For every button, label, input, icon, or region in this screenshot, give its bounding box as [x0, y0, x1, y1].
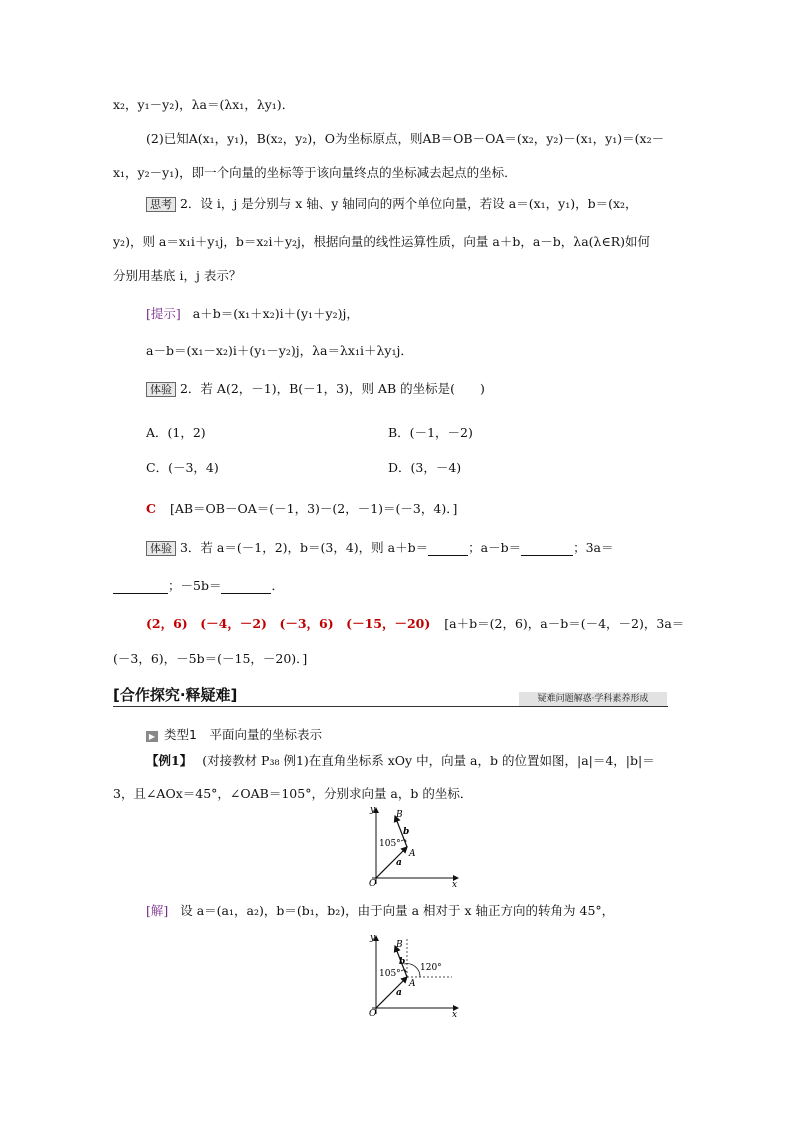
- text-line-2: (2)已知A(x₁，y₁)，B(x₂，y₂)，O为坐标原点，则AB＝OB－OA＝(x₂，y₂)－(x₁，y₁)＝(x₂－: [146, 131, 665, 146]
- answer-3-black: [a＋b＝(2，6)，a－b＝(－4，－2)，3a＝: [444, 616, 685, 631]
- answer-3-red: (2，6) (－4，－2) (－3，6) (－15，－20): [146, 616, 431, 631]
- label-angle: 105°: [379, 969, 401, 979]
- label-vec-a: a: [396, 988, 402, 998]
- example-tag: 【例1】: [146, 753, 193, 768]
- text-line-1: x₂，y₁－y₂)，λa＝(λx₁，λy₁)．: [113, 97, 295, 112]
- answer-2-letter: C: [146, 501, 156, 516]
- label-a: A: [409, 849, 416, 859]
- exp3-q2b: ．: [271, 578, 284, 593]
- think-text-1: 2．设 i，j 是分别与 x 轴、y 轴同向的两个单位向量，若设 a＝(x₁，y₁)，b＝(x₂，: [179, 196, 638, 211]
- example-line-1: [146, 753, 655, 769]
- solution-text: 设 a＝(a₁，a₂)，b＝(b₁，b₂)，由于向量 a 相对于 x 轴正方向的转角为 45°，: [180, 903, 615, 918]
- label-angle: 105°: [379, 839, 401, 849]
- example-text-1: (对接教材 P₃₈ 例1)在直角坐标系 xOy 中，向量 a，b 的位置如图，|a|＝4，|b|＝: [202, 753, 655, 768]
- label-vec-b: b: [403, 827, 410, 837]
- play-icon: ▶: [146, 731, 158, 742]
- hint-tag: [提示]: [146, 306, 181, 321]
- label-b: B: [396, 940, 403, 950]
- section-banner: 疑难问题解惑·学科素养形成: [519, 692, 667, 706]
- label-a: A: [409, 979, 416, 989]
- label-y: y: [370, 933, 376, 943]
- type-1-label: 类型1 平面向量的坐标表示: [164, 727, 322, 742]
- section-title: [合作探究·释疑难]: [113, 686, 238, 704]
- label-angle-120: 120°: [420, 963, 442, 973]
- label-x: x: [452, 1010, 458, 1018]
- option-d: D．(3，－4): [388, 460, 462, 475]
- solution-line: [146, 903, 614, 919]
- solution-tag: [解]: [146, 903, 169, 918]
- answer-2-line: [146, 501, 457, 517]
- option-b: B．(－1，－2): [388, 425, 473, 440]
- vector-figure-2: [362, 930, 462, 1018]
- label-y: y: [370, 805, 376, 815]
- answer-3-line-1: [146, 616, 684, 632]
- exp2-line: [146, 381, 485, 397]
- exp-tag-2: 体验: [146, 382, 176, 397]
- blank-2[interactable]: [521, 541, 573, 556]
- think-line-3: 分别用基底 i，j 表示？: [113, 268, 242, 283]
- section-divider: [113, 706, 668, 707]
- label-vec-b: b: [399, 957, 406, 967]
- hint-line-1: [146, 306, 359, 322]
- exp3-q1b: ；a－b＝: [468, 540, 522, 555]
- option-c: C．(－3，4): [146, 460, 219, 475]
- exp2-question: 2．若 A(2，－1)，B(－1，3)，则 AB 的坐标是( ): [179, 381, 485, 396]
- answer-3-line-2: (－3，6)，－5b＝(－15，－20)．]: [113, 651, 308, 666]
- label-o: O: [369, 1009, 377, 1018]
- think-tag: 思考: [146, 197, 176, 212]
- example-line-2: 3，且∠AOx＝45°，∠OAB＝105°，分别求向量 a，b 的坐标．: [113, 786, 473, 801]
- blank-1[interactable]: [428, 541, 468, 556]
- text-line-3: x₁，y₂－y₁)，即一个向量的坐标等于该向量终点的坐标减去起点的坐标．: [113, 165, 517, 180]
- blank-3[interactable]: [113, 579, 168, 594]
- label-o: O: [369, 879, 377, 888]
- label-vec-a: a: [396, 858, 402, 868]
- think-line-1: [146, 196, 638, 212]
- label-x: x: [452, 880, 458, 888]
- label-b: B: [396, 810, 403, 820]
- hint-line-2: a－b＝(x₁－x₂)i＋(y₁－y₂)j，λa＝λx₁i＋λy₁j．: [146, 343, 413, 358]
- exp3-line-1: [146, 540, 614, 556]
- blank-4[interactable]: [221, 579, 271, 594]
- vector-a: [376, 847, 407, 878]
- type-1-heading: [146, 725, 322, 743]
- answer-2-text: [AB＝OB－OA＝(－1，3)－(2，－1)＝(－3，4)．]: [169, 501, 458, 516]
- option-a: A．(1，2): [146, 425, 206, 440]
- vector-a: [376, 977, 407, 1008]
- think-line-2: y₂)，则 a＝x₁i＋y₁j，b＝x₂i＋y₂j，根据向量的线性运算性质，向量 a＋b，a－b，λa(λ∈R)如何: [113, 234, 650, 249]
- vector-figure-1: [362, 804, 462, 888]
- exp-tag-3: 体验: [146, 541, 176, 556]
- exp3-q1: 3．若 a＝(－1，2)，b＝(3，4)，则 a＋b＝: [179, 540, 429, 555]
- hint-text-1: a＋b＝(x₁＋x₂)i＋(y₁＋y₂)j，: [192, 306, 359, 321]
- exp3-line-2: [113, 578, 284, 594]
- exp3-q2a: ；－5b＝: [168, 578, 222, 593]
- exp3-q1c: ；3a＝: [573, 540, 614, 555]
